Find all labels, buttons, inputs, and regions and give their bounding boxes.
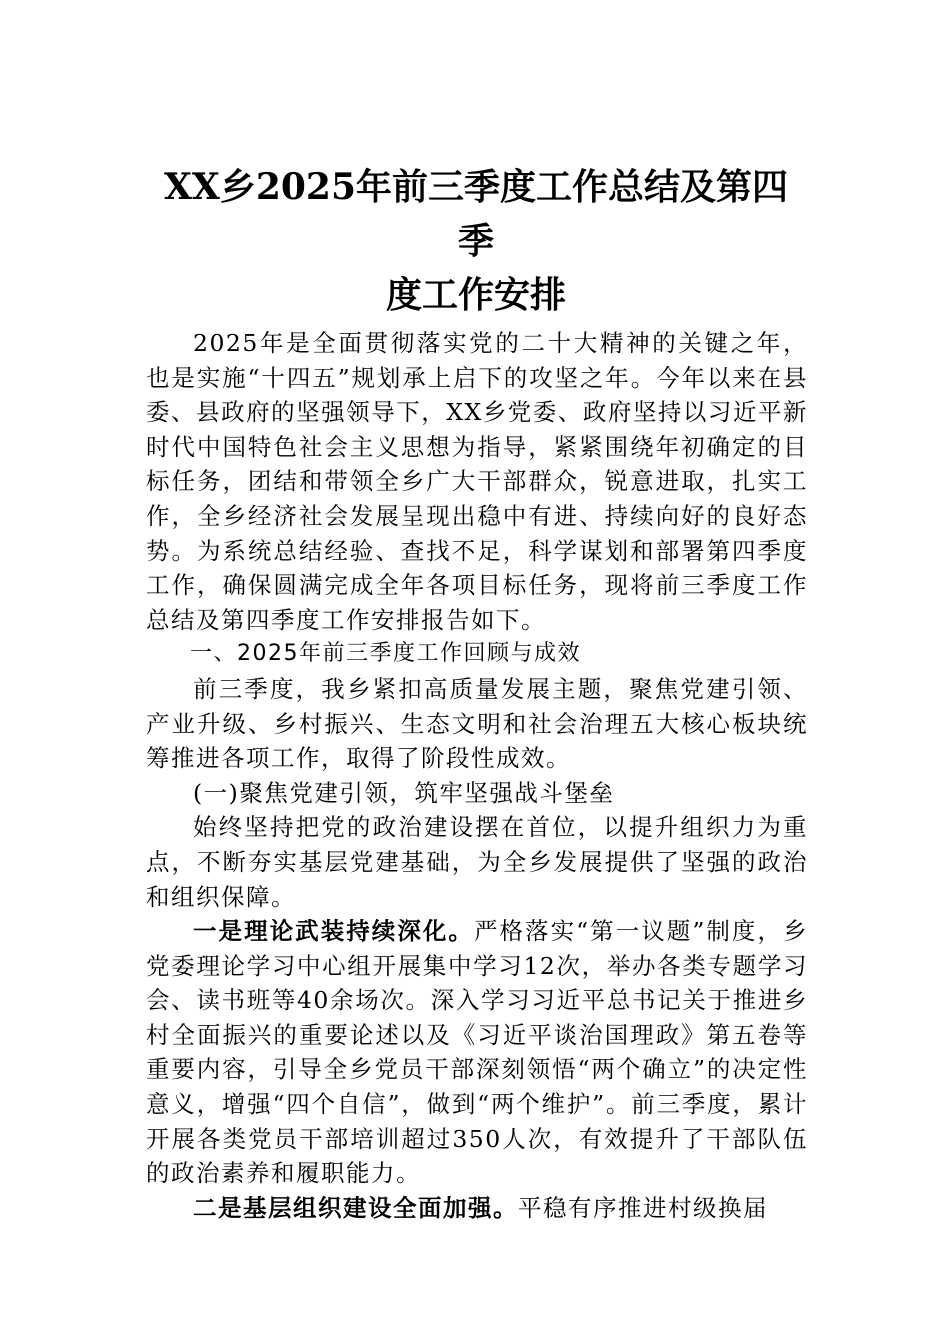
section-heading-1: 一、2025年前三季度工作回顾与成效 xyxy=(190,641,581,667)
point-1-lead: 一是理论武装持续深化。 xyxy=(193,917,474,946)
point-2-lead: 二是基层组织建设全面加强。 xyxy=(193,1193,518,1222)
document-title xyxy=(146,160,806,322)
point-2-paragraph xyxy=(146,1191,808,1226)
section-1-intro-paragraph: 前三季度，我乡紧扣高质量发展主题，聚焦党建引领、产业升级、乡村振兴、生态文明和社会治理五大核心板块统筹推进各项工作，取得了阶段性成效。 xyxy=(146,674,808,773)
point-1-text: 严格落实“第一议题”制度，乡党委理论学习中心组开展集中学习12次，举办各类专题学习会、读书班等40余场次。深入学习习近平总书记关于推进乡村全面振兴的重要论述以及《习近平谈治国理政》第五卷等重要内容，引导全乡党员干部深刻领悟“两个确立”的决定性意义，增强“四个自信”，做到“两个维护”。前三季度，累计开展各类党员干部培训超过350人次，有效提升了干部队伍的政治素养和履职能力。 xyxy=(146,917,809,1188)
title-line-1: XX乡2025年前三季度工作总结及第四季 xyxy=(163,166,789,262)
title-line-2: 度工作安排 xyxy=(385,274,566,316)
intro-paragraph: 2025年是全面贯彻落实党的二十大精神的关键之年，也是实施“十四五”规划承上启下的攻坚之年。今年以来在县委、县政府的坚强领导下，XX乡党委、政府坚持以习近平新时代中国特色社会主义思想为指导，紧紧围绕年初确定的目标任务，团结和带领全乡广大干部群众，锐意进取，扎实工作，全乡经济社会发展呈现出稳中有进、持续向好的良好态势。为系统总结经验、查找不足，科学谋划和部署第四季度工作，确保圆满完成全年各项目标任务，现将前三季度工作总结及第四季度工作安排报告如下。 xyxy=(146,329,808,634)
subsection-1-intro-paragraph: 始终坚持把党的政治建设摆在首位，以提升组织力为重点，不断夯实基层党建基础，为全乡发展提供了坚强的政治和组织保障。 xyxy=(146,813,808,911)
point-1-paragraph xyxy=(146,914,808,1191)
document-body xyxy=(146,326,808,1225)
subsection-heading-1: (一)聚焦党建引领，筑牢坚强战斗堡垒 xyxy=(193,778,615,807)
point-2-text: 平稳有序推进村级换届 xyxy=(518,1193,768,1222)
